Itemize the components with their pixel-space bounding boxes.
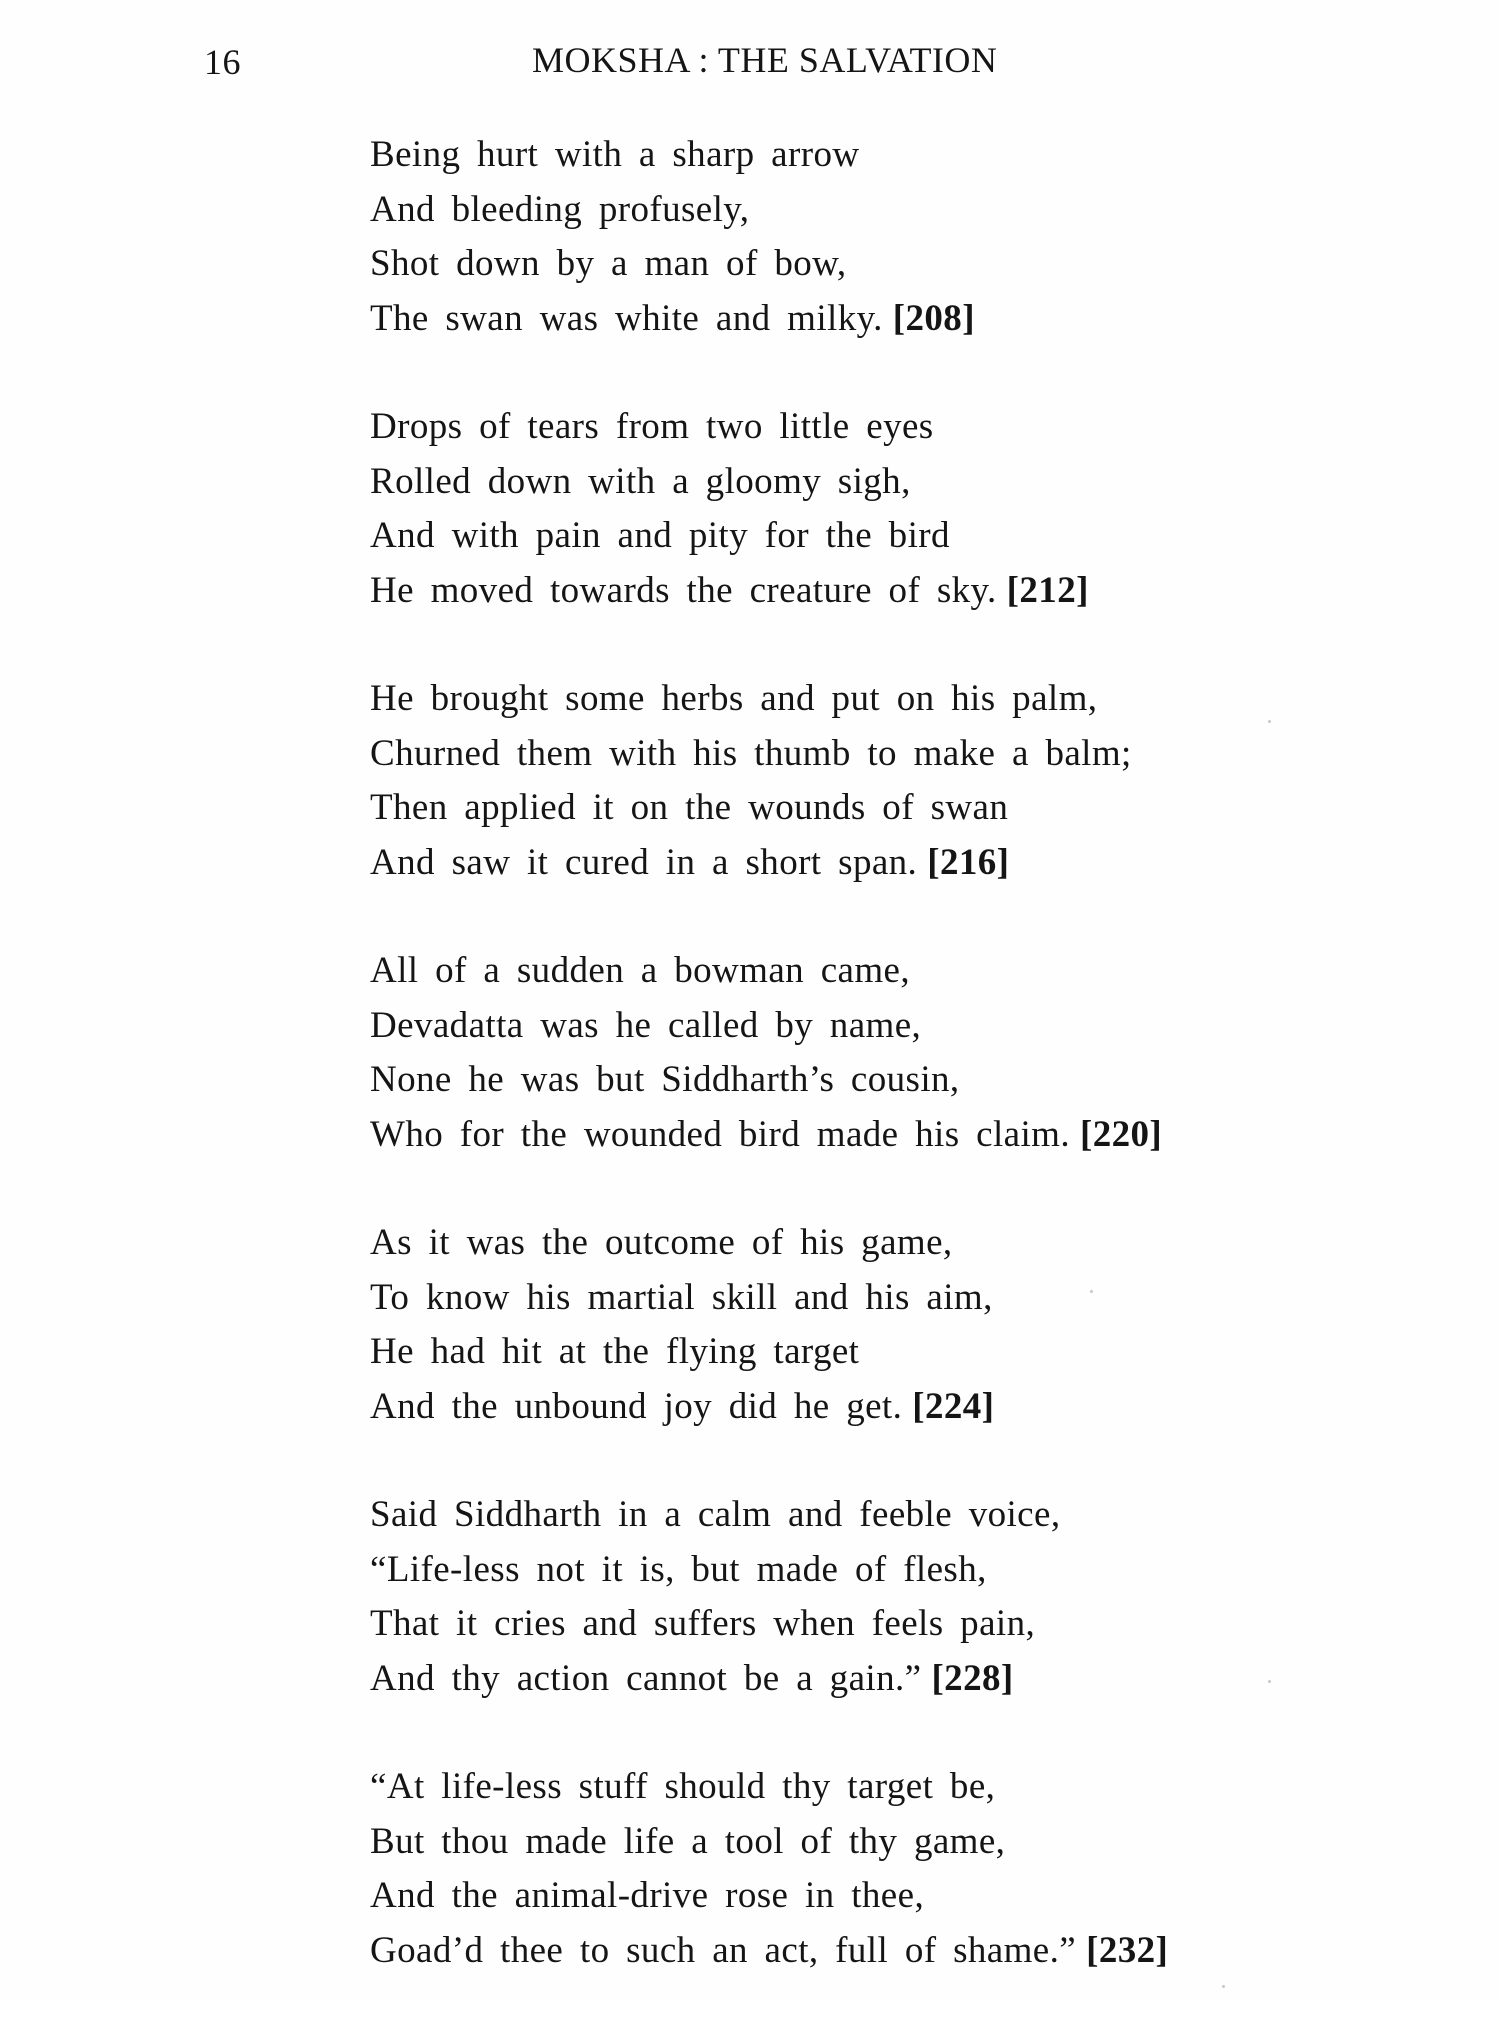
stanza-line: To know his martial skill and his aim, [370, 1276, 993, 1318]
stanza-line: Said Siddharth in a calm and feeble voice, [370, 1494, 1061, 1535]
stanza-line-last [370, 1924, 1370, 1979]
stanza-line: He brought some herbs and put on his palm, [370, 678, 1098, 719]
stanza-line: Drops of tears from two little eyes [370, 406, 934, 447]
stanza-3 [370, 672, 1370, 890]
stanza-line-last [370, 292, 1370, 347]
stanza-line-text: And saw it cured in a short span. [370, 841, 918, 883]
page-number: 16 [204, 42, 241, 82]
scan-speck [1090, 1290, 1093, 1293]
stanza-line-last [370, 1108, 1370, 1163]
poem-body [370, 128, 1370, 2032]
running-head-title: MOKSHA : THE SALVATION [532, 40, 998, 80]
stanza-1 [370, 128, 1370, 346]
stanza-line-last [370, 1652, 1370, 1707]
verse-number: [232] [1086, 1929, 1169, 1971]
stanza-line: As it was the outcome of his game, [370, 1222, 953, 1263]
scan-speck [1268, 1680, 1271, 1683]
scan-speck [1222, 1985, 1225, 1988]
verse-number: [228] [931, 1657, 1014, 1699]
stanza-line: Shot down by a man of bow, [370, 243, 847, 284]
stanza-line: Churned them with his thumb to make a balm; [370, 732, 1132, 774]
stanza-line-text: Who for the wounded bird made his claim. [370, 1113, 1070, 1155]
stanza-7 [370, 1760, 1370, 1978]
stanza-line: And the animal-drive rose in thee, [370, 1875, 925, 1916]
scan-speck [1268, 720, 1271, 723]
verse-number: [208] [892, 297, 975, 339]
stanza-line: “At life-less stuff should thy target be, [370, 1766, 996, 1807]
stanza-line-text: And the unbound joy did he get. [370, 1385, 903, 1427]
verse-number: [212] [1006, 569, 1089, 611]
stanza-2 [370, 400, 1370, 618]
stanza-line: Devadatta was he called by name, [370, 1004, 922, 1046]
stanza-line-text: And thy action cannot be a gain.” [370, 1657, 922, 1699]
stanza-line: And bleeding profusely, [370, 188, 750, 230]
stanza-line: That it cries and suffers when feels pain, [370, 1603, 1036, 1644]
verse-number: [224] [912, 1385, 995, 1427]
stanza-line: Being hurt with a sharp arrow [370, 134, 860, 175]
stanza-line: All of a sudden a bowman came, [370, 950, 910, 991]
stanza-line: And with pain and pity for the bird [370, 515, 950, 556]
stanza-line-last [370, 1380, 1370, 1435]
stanza-5 [370, 1216, 1370, 1434]
stanza-line: But thou made life a tool of thy game, [370, 1820, 1006, 1862]
stanza-line-text: The swan was white and milky. [370, 297, 883, 339]
verse-number: [216] [927, 841, 1010, 883]
stanza-line: Then applied it on the wounds of swan [370, 787, 1009, 828]
stanza-line: None he was but Siddharth’s cousin, [370, 1059, 960, 1100]
stanza-4 [370, 944, 1370, 1162]
stanza-line-last [370, 564, 1370, 619]
stanza-line-last [370, 836, 1370, 891]
stanza-6 [370, 1488, 1370, 1706]
stanza-line: He had hit at the flying target [370, 1331, 860, 1372]
stanza-line-text: Goad’d thee to such an act, full of shame.” [370, 1929, 1077, 1971]
stanza-line: “Life-less not it is, but made of flesh, [370, 1548, 987, 1590]
stanza-line-text: He moved towards the creature of sky. [370, 569, 997, 611]
verse-number: [220] [1080, 1113, 1163, 1155]
stanza-line: Rolled down with a gloomy sigh, [370, 460, 911, 502]
